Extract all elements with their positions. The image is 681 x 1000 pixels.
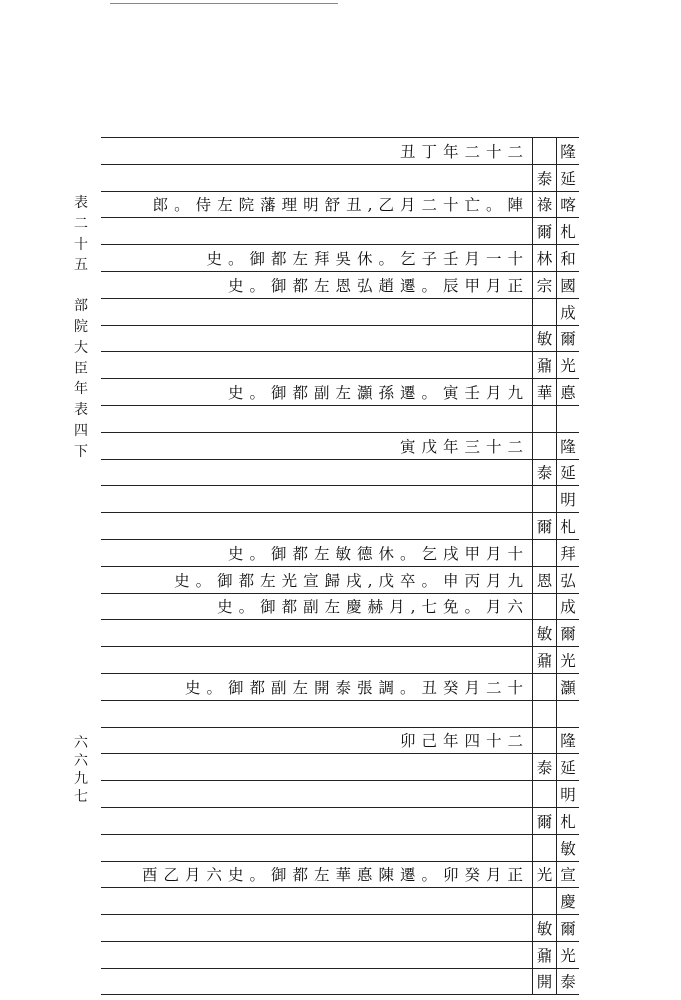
row-name-char-1: 鼐 [532, 942, 556, 968]
row-name-char-1: 泰 [532, 165, 556, 191]
row-name-char-1: 爾 [532, 218, 556, 244]
row-name-char-2: 明 [556, 486, 579, 512]
page-number-char: 六 [74, 735, 88, 751]
row-text [101, 299, 532, 325]
row-name-char-1: 宗 [532, 272, 556, 298]
row-text [101, 513, 532, 539]
row-text [101, 942, 532, 968]
row-name-char-2: 國 [556, 272, 579, 298]
row-name-char-1: 泰 [532, 460, 556, 486]
table-row [101, 164, 579, 191]
table-row [101, 700, 579, 727]
table-row [101, 727, 579, 754]
row-text [101, 808, 532, 834]
table-row [101, 271, 579, 298]
side-title-char: 四 [74, 422, 88, 439]
row-name-char-2: 慶 [556, 888, 579, 914]
side-title-char: 二 [74, 215, 88, 232]
table-row [101, 405, 579, 432]
officials-table [101, 137, 579, 995]
row-name-char-1: 爾 [532, 513, 556, 539]
table-row [101, 459, 579, 486]
row-name-char-2: 爾 [556, 620, 579, 646]
row-name-char-1 [532, 138, 556, 164]
row-name-char-2: 拜 [556, 540, 579, 566]
row-text [101, 326, 532, 352]
row-name-char-2: 悳 [556, 379, 579, 405]
side-title-char: 年 [74, 381, 88, 398]
row-name-char-2: 延 [556, 754, 579, 780]
row-text: 史。御都左拜吳休。乞子壬月一十 [206, 250, 529, 269]
row-name-char-1: 敏 [532, 915, 556, 941]
row-name-char-2: 爾 [556, 326, 579, 352]
table-row [101, 673, 579, 700]
table-row [101, 378, 579, 405]
row-name-char-1: 鼐 [532, 352, 556, 378]
table-row [101, 646, 579, 673]
row-text [101, 218, 532, 244]
table-row [101, 780, 579, 807]
row-name-char-1: 華 [532, 379, 556, 405]
row-name-char-1: 光 [532, 862, 556, 888]
row-name-char-2: 延 [556, 460, 579, 486]
row-text: 史。御都副左慶赫月,七免。月六 [217, 598, 529, 617]
row-name-char-1: 林 [532, 245, 556, 271]
row-text: 史。御都左恩弘趙遷。辰甲月正 [227, 276, 529, 295]
row-name-char-2: 光 [556, 647, 579, 673]
row-name-char-2: 泰 [556, 969, 579, 994]
row-name-char-1 [532, 728, 556, 754]
table-row [101, 753, 579, 780]
row-name-char-1 [532, 701, 556, 727]
side-title-char: 五 [74, 257, 88, 274]
row-name-char-2: 弘 [556, 567, 579, 593]
row-name-char-1 [532, 299, 556, 325]
row-name-char-2: 和 [556, 245, 579, 271]
side-title-char: 表 [74, 195, 88, 211]
row-name-char-2: 隆 [556, 728, 579, 754]
row-text [101, 352, 532, 378]
side-title-char: 表 [74, 402, 88, 419]
row-text [101, 915, 532, 941]
table-row [101, 298, 579, 325]
table-row [101, 539, 579, 566]
table-row [101, 861, 579, 888]
row-name-char-2: 成 [556, 594, 579, 620]
side-title-char: 院 [74, 318, 88, 335]
table-row [101, 968, 579, 995]
row-name-char-1 [532, 433, 556, 459]
row-text [101, 888, 532, 914]
row-text: 酉乙月六史。御都左華悳陳遷。卯癸月正 [141, 866, 529, 885]
row-text [101, 486, 532, 512]
row-name-char-1 [532, 486, 556, 512]
row-text: 史。御都左敏德休。乞戌甲月十 [227, 544, 529, 563]
row-name-char-2: 成 [556, 299, 579, 325]
table-row [101, 941, 579, 968]
row-name-char-1: 泰 [532, 754, 556, 780]
table-row [101, 807, 579, 834]
page-number [70, 734, 92, 806]
table-row [101, 432, 579, 459]
row-name-char-2: 隆 [556, 138, 579, 164]
table-row [101, 485, 579, 512]
row-name-char-1: 敏 [532, 326, 556, 352]
row-name-char-2: 札 [556, 513, 579, 539]
table-row [101, 566, 579, 593]
side-title-char: 下 [74, 443, 88, 460]
row-name-char-1 [532, 835, 556, 861]
side-title-char: 大 [74, 339, 88, 356]
page-number-char: 七 [74, 789, 88, 805]
table-row [101, 914, 579, 941]
table-row [101, 619, 579, 646]
row-text [101, 647, 532, 673]
row-text [101, 835, 532, 861]
row-text [101, 754, 532, 780]
row-name-char-2: 延 [556, 165, 579, 191]
side-title [70, 193, 92, 463]
table-row [101, 887, 579, 914]
row-name-char-2: 隆 [556, 433, 579, 459]
table-row [101, 593, 579, 620]
side-title-char: 臣 [74, 360, 88, 377]
row-text: 史。御都副左開泰張調。丑癸月二十 [184, 678, 529, 697]
row-name-char-2 [556, 406, 579, 432]
row-name-char-1 [532, 594, 556, 620]
table-row [101, 351, 579, 378]
side-title-gap [70, 276, 92, 296]
row-name-char-1 [532, 888, 556, 914]
row-text [101, 460, 532, 486]
side-title-char: 十 [74, 236, 88, 253]
row-name-char-2: 喀 [556, 192, 579, 218]
row-name-char-2: 光 [556, 942, 579, 968]
row-name-char-1: 開 [532, 969, 556, 994]
side-title-char: 部 [74, 298, 88, 315]
row-name-char-2: 爾 [556, 915, 579, 941]
table-row [101, 512, 579, 539]
row-name-char-2: 札 [556, 218, 579, 244]
row-text [101, 165, 532, 191]
row-name-char-1: 爾 [532, 808, 556, 834]
row-text [101, 969, 532, 994]
row-name-char-2: 灝 [556, 674, 579, 700]
table-row [101, 325, 579, 352]
row-name-char-2: 宣 [556, 862, 579, 888]
row-text [101, 781, 532, 807]
row-text [101, 620, 532, 646]
table-row [101, 244, 579, 271]
table-row [101, 191, 579, 218]
row-name-char-1 [532, 674, 556, 700]
row-name-char-1: 恩 [532, 567, 556, 593]
table-row [101, 834, 579, 861]
table-row [101, 137, 579, 164]
row-text: 卯己年四十二 [399, 732, 529, 751]
page-number-char: 六 [74, 753, 88, 769]
row-name-char-1: 鼐 [532, 647, 556, 673]
row-text [101, 701, 532, 727]
table-row [101, 217, 579, 244]
row-name-char-1: 祿 [532, 192, 556, 218]
row-name-char-2: 札 [556, 808, 579, 834]
row-name-char-1 [532, 781, 556, 807]
row-text: 郎。侍左院藩理明舒丑,乙月二十亡。陣 [152, 196, 529, 215]
row-name-char-1 [532, 406, 556, 432]
row-name-char-2 [556, 701, 579, 727]
row-name-char-1 [532, 540, 556, 566]
row-text: 史。御都左光宣歸戌,戊卒。申丙月九 [174, 571, 529, 590]
top-rule [110, 3, 338, 4]
row-text [101, 406, 532, 432]
row-name-char-2: 明 [556, 781, 579, 807]
row-name-char-1: 敏 [532, 620, 556, 646]
page-number-char: 九 [74, 771, 88, 787]
row-name-char-2: 光 [556, 352, 579, 378]
row-text: 寅戊年三十二 [399, 437, 529, 456]
row-name-char-2: 敏 [556, 835, 579, 861]
row-text: 丑丁年二十二 [399, 142, 529, 161]
row-text: 史。御都副左灝孫遷。寅壬月九 [227, 384, 529, 403]
